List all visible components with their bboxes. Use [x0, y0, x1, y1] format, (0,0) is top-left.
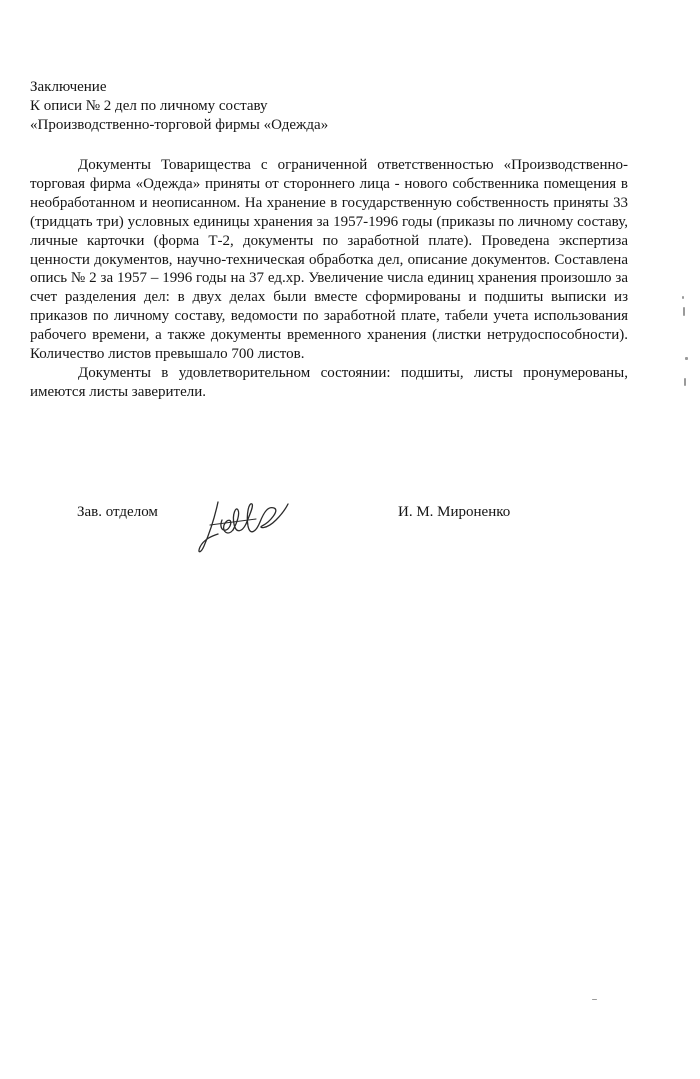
margin-scan-mark	[685, 357, 688, 360]
margin-scan-mark	[683, 307, 685, 316]
document-body	[30, 156, 628, 402]
handwritten-signature	[196, 492, 292, 558]
signer-name: И. М. Мироненко	[398, 504, 511, 520]
document-subtitle: К описи № 2 дел по личному составу	[30, 98, 268, 114]
margin-scan-mark	[682, 296, 684, 299]
margin-scan-mark	[592, 999, 597, 1000]
document-header	[30, 78, 328, 135]
body-paragraph-2: Документы в удовлетворительном состоянии: подшиты, листы пронумерованы, имеются листы заверители.	[30, 364, 628, 400]
signer-position: Зав. отделом	[77, 504, 158, 520]
margin-scan-mark	[684, 378, 686, 386]
body-paragraph-1: Документы Товарищества с ограниченной ответственностью «Производственно-торговая фирма «Одежда» приняты от стороннего лица - нового собственника помещения в необработанном и неописанном. На хранение в государственную собственность приняты 33 (тридцать три) условных единицы хранения за 1957-1996 годы (приказы по личному составу, личные карточки (форма Т-2, документы по заработной плате). Проведена экспертиза ценности документов, научно-техническая обработка дел, описание документов. Составлена опись № 2 за 1957 – 1996 годы на 37 ед.хр. Увеличение числа единиц хранения произошло за счет разделения дел: в двух делах были вместе сформированы и подшиты выписки из приказов по личному составу, ведомости по заработной плате, табели учета использования рабочего времени, а также документы временного хранения (листки нетрудоспособности). Количество листов превышало 700 листов.	[30, 157, 628, 363]
organization-name: «Производственно-торговой фирмы «Одежда»	[30, 117, 329, 133]
document-title: Заключение	[30, 79, 107, 95]
